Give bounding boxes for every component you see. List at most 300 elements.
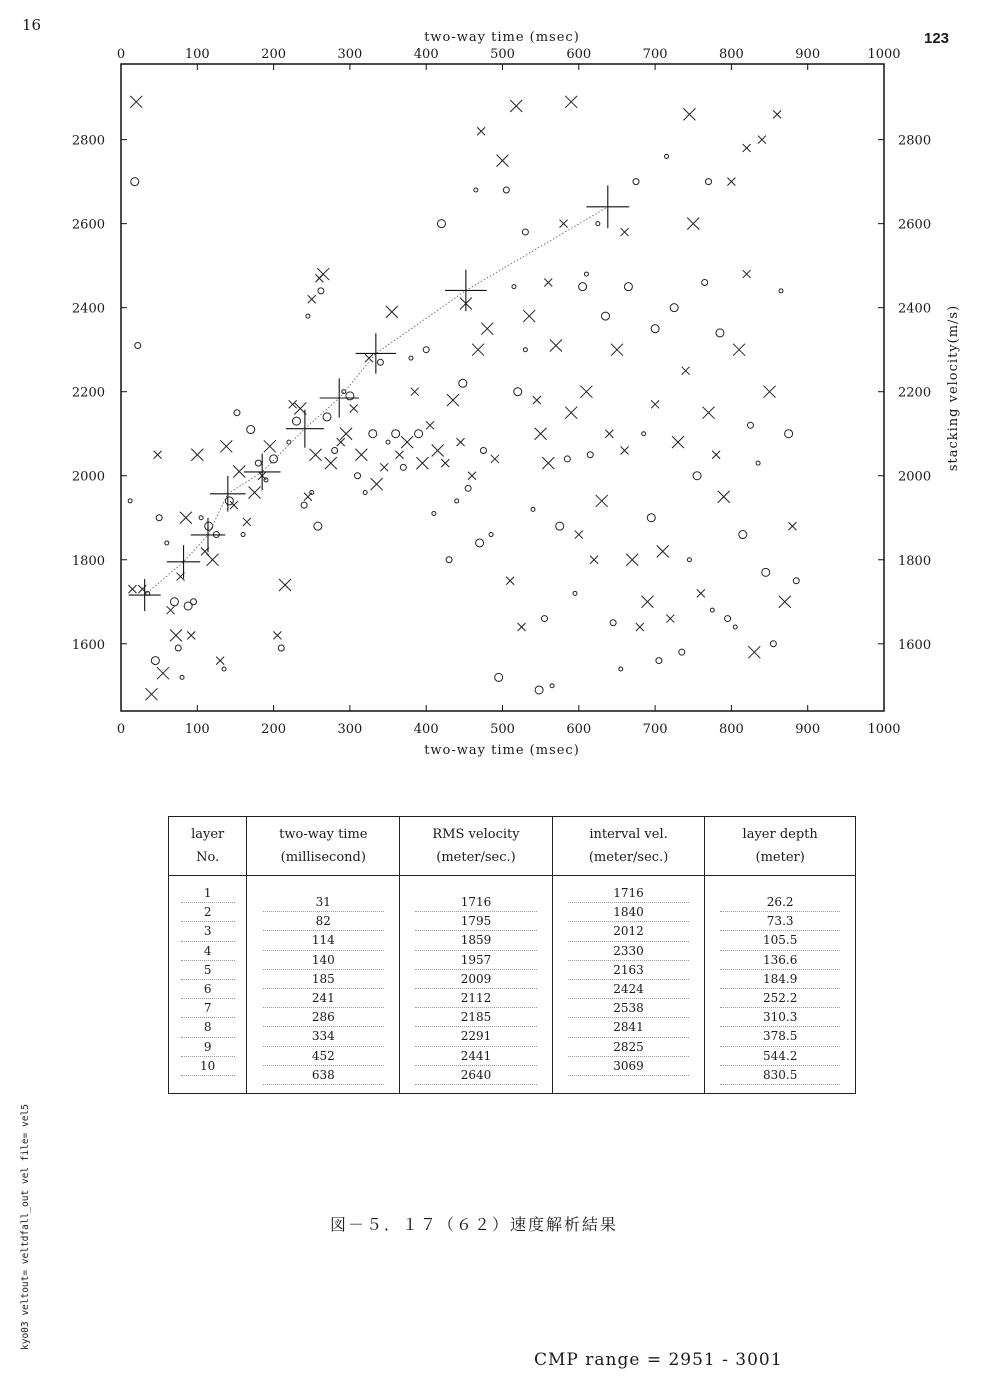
semblance-point xyxy=(154,451,162,459)
semblance-point xyxy=(416,457,428,469)
semblance-point xyxy=(712,451,720,459)
semblance-point xyxy=(146,688,158,700)
semblance-point xyxy=(270,455,278,463)
table-cell-interval-vel: 2538 xyxy=(568,999,689,1018)
table-cell-layer-no: 3 xyxy=(181,922,235,941)
semblance-point xyxy=(665,154,669,158)
table-cell-layer-no: 4 xyxy=(181,942,235,961)
semblance-point xyxy=(687,558,691,562)
col-interval-vel xyxy=(552,876,705,1094)
semblance-point xyxy=(437,220,445,228)
semblance-point xyxy=(135,342,141,348)
semblance-point xyxy=(656,658,662,664)
header-interval-vel: interval vel. (meter/sec.) xyxy=(552,817,705,876)
semblance-point xyxy=(541,616,547,622)
semblance-point xyxy=(670,304,678,312)
semblance-point xyxy=(611,344,623,356)
table-cell-layer-depth: 544.2 xyxy=(720,1047,840,1066)
table-cell-layer-depth: 184.9 xyxy=(720,970,840,989)
header-layer-depth: layer depth (meter) xyxy=(705,817,856,876)
table-cell-rms-velocity: 2640 xyxy=(415,1066,536,1085)
semblance-point xyxy=(400,464,406,470)
semblance-point xyxy=(426,421,434,429)
x-tick-label-top: 1000 xyxy=(867,47,901,62)
table-cell-layer-no: 9 xyxy=(181,1038,235,1057)
x-tick-label-top: 500 xyxy=(490,47,515,62)
table-cell-rms-velocity: 1957 xyxy=(415,951,536,970)
semblance-point xyxy=(565,96,577,108)
semblance-point xyxy=(544,278,552,286)
semblance-point xyxy=(693,472,701,480)
table-cell-two-way-time: 114 xyxy=(263,931,385,950)
semblance-point xyxy=(477,127,485,135)
semblance-point xyxy=(432,512,436,516)
semblance-point xyxy=(518,623,526,631)
semblance-point xyxy=(497,155,509,167)
semblance-point xyxy=(480,448,486,454)
table-cell-layer-depth: 73.3 xyxy=(720,912,840,931)
semblance-point xyxy=(191,449,203,461)
x-tick-label-top: 900 xyxy=(795,47,821,62)
semblance-point xyxy=(350,405,358,413)
y-tick-label-left: 2000 xyxy=(71,469,105,485)
semblance-point xyxy=(230,501,238,509)
table-cell-interval-vel: 2163 xyxy=(568,961,689,980)
semblance-point xyxy=(596,495,608,507)
semblance-point xyxy=(392,430,400,438)
semblance-point xyxy=(535,686,543,694)
semblance-point xyxy=(522,229,528,235)
semblance-point xyxy=(207,554,219,566)
semblance-point xyxy=(346,392,354,400)
semblance-point xyxy=(725,616,731,622)
table-cell-two-way-time: 185 xyxy=(263,970,385,989)
semblance-point xyxy=(273,631,281,639)
x-tick-label-top: 200 xyxy=(261,47,287,62)
semblance-point xyxy=(733,625,737,629)
table-cell-interval-vel: 2330 xyxy=(568,942,689,961)
semblance-point xyxy=(550,684,554,688)
semblance-point xyxy=(156,515,162,521)
semblance-point xyxy=(481,323,493,335)
semblance-point xyxy=(605,430,613,438)
table-cell-layer-no: 2 xyxy=(181,903,235,922)
x-tick-label-bottom: 600 xyxy=(566,722,592,737)
velocity-pick-marker xyxy=(129,579,161,611)
semblance-point xyxy=(247,426,255,434)
table-cell-layer-depth: 310.3 xyxy=(720,1008,840,1027)
semblance-point xyxy=(332,448,338,454)
semblance-point xyxy=(651,325,659,333)
semblance-point xyxy=(318,288,324,294)
semblance-point xyxy=(371,478,383,490)
table-cell-two-way-time: 334 xyxy=(263,1027,385,1046)
semblance-point xyxy=(621,228,629,236)
col-rms-velocity xyxy=(400,876,553,1094)
semblance-point xyxy=(503,187,509,193)
page-number-right: 123 xyxy=(924,30,950,47)
velocity-pick-marker xyxy=(191,518,225,552)
semblance-point xyxy=(533,396,541,404)
table-cell-two-way-time: 31 xyxy=(263,893,385,912)
semblance-point xyxy=(395,451,403,459)
semblance-point xyxy=(679,649,685,655)
semblance-point xyxy=(621,447,629,455)
semblance-point xyxy=(234,410,240,416)
semblance-point xyxy=(602,312,610,320)
semblance-point xyxy=(793,578,799,584)
y-tick-label-left: 1800 xyxy=(71,553,105,569)
table-cell-interval-vel: 2825 xyxy=(568,1038,689,1057)
semblance-point xyxy=(647,514,655,522)
semblance-point xyxy=(472,344,484,356)
semblance-point xyxy=(657,545,669,557)
semblance-point xyxy=(542,457,554,469)
semblance-point xyxy=(365,354,373,362)
semblance-point xyxy=(610,620,616,626)
y-tick-label-right: 2200 xyxy=(898,385,932,401)
semblance-point xyxy=(455,499,459,503)
semblance-point xyxy=(310,491,314,495)
semblance-point xyxy=(264,478,268,482)
semblance-point xyxy=(131,178,139,186)
table-cell-rms-velocity: 2112 xyxy=(415,989,536,1008)
page-number-left: 16 xyxy=(22,16,42,34)
header-rms-velocity: RMS velocity (meter/sec.) xyxy=(400,817,553,876)
semblance-point xyxy=(465,485,471,491)
x-axis-title-bottom: two-way time (msec) xyxy=(424,743,580,758)
x-tick-label-top: 0 xyxy=(116,47,126,62)
semblance-point xyxy=(636,623,644,631)
semblance-point xyxy=(301,502,307,508)
semblance-point xyxy=(468,472,476,480)
velocity-pick-marker xyxy=(320,378,359,417)
semblance-point xyxy=(459,379,467,387)
table-cell-layer-depth: 136.6 xyxy=(720,951,840,970)
semblance-point xyxy=(369,430,377,438)
semblance-point xyxy=(580,386,592,398)
semblance-point xyxy=(314,522,322,530)
table-cell-layer-depth: 378.5 xyxy=(720,1027,840,1046)
table-cell-rms-velocity: 2441 xyxy=(415,1047,536,1066)
semblance-point xyxy=(130,96,142,108)
y-tick-label-left: 2400 xyxy=(71,301,105,317)
semblance-point xyxy=(579,283,587,291)
semblance-point xyxy=(170,629,182,641)
x-tick-label-bottom: 800 xyxy=(718,722,744,737)
semblance-point xyxy=(596,222,600,226)
semblance-point xyxy=(447,394,459,406)
semblance-point xyxy=(683,108,695,120)
semblance-point xyxy=(167,606,175,614)
semblance-point xyxy=(264,440,276,452)
semblance-point xyxy=(476,539,484,547)
semblance-point xyxy=(739,531,747,539)
semblance-point xyxy=(310,449,322,461)
semblance-point xyxy=(743,144,751,152)
x-tick-label-bottom: 200 xyxy=(261,722,287,737)
axis-ticks xyxy=(72,47,931,737)
table-cell-interval-vel: 2012 xyxy=(568,922,689,941)
semblance-point xyxy=(151,657,159,665)
y-tick-label-right: 1800 xyxy=(898,553,932,569)
semblance-point xyxy=(523,310,535,322)
table-cell-layer-no: 6 xyxy=(181,980,235,999)
semblance-point xyxy=(697,589,705,597)
semblance-point xyxy=(306,314,310,318)
semblance-point xyxy=(386,306,398,318)
semblance-point xyxy=(128,499,132,503)
semblance-point xyxy=(457,438,465,446)
velocity-pick-marker xyxy=(210,476,246,512)
x-tick-label-top: 400 xyxy=(413,47,439,62)
semblance-point xyxy=(785,430,793,438)
y-tick-label-right: 2400 xyxy=(898,301,932,317)
table-cell-rms-velocity: 1859 xyxy=(415,931,536,950)
semblance-point xyxy=(432,445,444,457)
semblance-point xyxy=(506,577,514,585)
semblance-point xyxy=(706,179,712,185)
semblance-point xyxy=(190,599,196,605)
y-axis-title-right: stacking velocity(m/s) xyxy=(946,304,961,472)
semblance-point xyxy=(523,348,527,352)
semblance-point xyxy=(564,456,570,462)
y-tick-label-right: 2600 xyxy=(898,217,932,233)
table-cell-two-way-time: 140 xyxy=(263,951,385,970)
semblance-point xyxy=(672,436,684,448)
semblance-point xyxy=(199,516,203,520)
semblance-point xyxy=(641,596,653,608)
semblance-point xyxy=(779,596,791,608)
semblance-point xyxy=(584,272,588,276)
semblance-point xyxy=(512,285,516,289)
y-tick-label-left: 2800 xyxy=(71,133,105,149)
y-tick-label-right: 2000 xyxy=(898,469,932,485)
semblance-point xyxy=(703,407,715,419)
semblance-point xyxy=(495,673,503,681)
semblance-point xyxy=(535,428,547,440)
velocity-picks xyxy=(129,185,630,611)
semblance-point xyxy=(216,657,224,665)
table-cell-interval-vel: 3069 xyxy=(568,1057,689,1076)
semblance-point xyxy=(377,359,383,365)
semblance-point xyxy=(308,295,316,303)
semblance-point xyxy=(170,598,178,606)
velocity-pick-marker xyxy=(244,454,281,491)
table-cell-layer-depth: 830.5 xyxy=(720,1066,840,1085)
semblance-point xyxy=(748,646,760,658)
semblance-point xyxy=(317,268,329,280)
semblance-point xyxy=(157,667,169,679)
semblance-point xyxy=(292,417,300,425)
semblance-point xyxy=(633,179,639,185)
semblance-point xyxy=(550,339,562,351)
table-cell-layer-no: 8 xyxy=(181,1018,235,1037)
table-cell-interval-vel: 1716 xyxy=(568,884,689,903)
table-cell-two-way-time: 638 xyxy=(263,1066,385,1085)
semblance-point xyxy=(205,522,213,530)
table-cell-layer-depth: 26.2 xyxy=(720,893,840,912)
semblance-point xyxy=(363,491,367,495)
semblance-point xyxy=(423,347,429,353)
table-body-row xyxy=(169,876,856,1094)
semblance-point xyxy=(556,522,564,530)
table-cell-interval-vel: 2424 xyxy=(568,980,689,999)
x-tick-label-bottom: 1000 xyxy=(867,722,901,737)
figure-caption: 図－５．１７（６２）速度解析結果 xyxy=(330,1215,619,1234)
semblance-point xyxy=(249,487,261,499)
semblance-point xyxy=(514,388,522,396)
table-cell-rms-velocity: 1795 xyxy=(415,912,536,931)
semblance-point xyxy=(565,407,577,419)
cmp-range: CMP range = 2951 - 3001 xyxy=(534,1350,783,1370)
semblance-point xyxy=(587,452,593,458)
semblance-point xyxy=(560,220,568,228)
x-tick-label-bottom: 300 xyxy=(337,722,363,737)
semblance-point xyxy=(702,279,708,285)
semblance-point xyxy=(756,461,760,465)
semblance-point xyxy=(590,556,598,564)
semblance-point xyxy=(233,466,245,478)
header-two-way-time: two-way time (millisecond) xyxy=(247,817,400,876)
x-tick-label-bottom: 700 xyxy=(642,722,668,737)
x-axis-title-top: two-way time (msec) xyxy=(424,30,580,45)
semblance-point xyxy=(325,457,337,469)
semblance-point xyxy=(764,386,776,398)
semblance-point xyxy=(222,667,226,671)
semblance-point xyxy=(762,568,770,576)
semblance-point xyxy=(682,367,690,375)
semblance-point xyxy=(380,463,388,471)
semblance-point xyxy=(758,136,766,144)
semblance-point xyxy=(788,522,796,530)
semblance-point xyxy=(355,473,361,479)
table-cell-two-way-time: 286 xyxy=(263,1008,385,1027)
semblance-point xyxy=(243,518,251,526)
semblance-point xyxy=(747,422,753,428)
x-tick-label-top: 600 xyxy=(566,47,592,62)
semblance-point xyxy=(575,531,583,539)
semblance-point xyxy=(687,218,699,230)
table-cell-interval-vel: 2841 xyxy=(568,1018,689,1037)
header-layer-no: layer No. xyxy=(169,817,247,876)
x-tick-label-bottom: 900 xyxy=(795,722,821,737)
semblance-point xyxy=(128,585,136,593)
y-tick-label-left: 2600 xyxy=(71,217,105,233)
semblance-point xyxy=(624,283,632,291)
semblance-point xyxy=(626,554,638,566)
x-tick-label-bottom: 500 xyxy=(490,722,515,737)
x-tick-label-top: 100 xyxy=(184,47,210,62)
table-cell-layer-no: 1 xyxy=(181,884,235,903)
table-cell-two-way-time: 452 xyxy=(263,1047,385,1066)
semblance-point xyxy=(441,459,449,467)
table-header-row xyxy=(169,817,856,876)
velocity-pick-marker xyxy=(167,545,200,578)
y-tick-label-right: 2800 xyxy=(898,133,932,149)
semblance-point xyxy=(489,533,493,537)
table-cell-two-way-time: 82 xyxy=(263,912,385,931)
semblance-point xyxy=(743,270,751,278)
semblance-point xyxy=(531,507,535,511)
semblance-point xyxy=(411,388,419,396)
semblance-point xyxy=(716,329,724,337)
table-cell-layer-no: 10 xyxy=(181,1057,235,1076)
semblance-point xyxy=(491,455,499,463)
x-tick-label-top: 800 xyxy=(718,47,744,62)
table-cell-interval-vel: 1840 xyxy=(568,903,689,922)
semblance-point xyxy=(409,356,413,360)
table-cell-rms-velocity: 2291 xyxy=(415,1027,536,1046)
semblance-point xyxy=(642,432,646,436)
semblance-point xyxy=(340,428,352,440)
table-cell-two-way-time: 241 xyxy=(263,989,385,1008)
y-tick-label-left: 2200 xyxy=(71,385,105,401)
layer-table xyxy=(168,816,856,1094)
table-cell-rms-velocity: 2009 xyxy=(415,970,536,989)
semblance-point xyxy=(415,430,423,438)
semblance-point xyxy=(279,579,291,591)
semblance-point xyxy=(323,413,331,421)
col-layer-depth xyxy=(705,876,856,1094)
semblance-point xyxy=(710,608,714,612)
velocity-pick-marker xyxy=(286,410,324,448)
semblance-points xyxy=(128,96,799,700)
table-cell-layer-depth: 252.2 xyxy=(720,989,840,1008)
semblance-point xyxy=(718,491,730,503)
velocity-pick-marker xyxy=(445,270,487,312)
semblance-point xyxy=(666,615,674,623)
semblance-point xyxy=(446,557,452,563)
table-cell-layer-no: 7 xyxy=(181,999,235,1018)
semblance-point xyxy=(220,440,232,452)
semblance-point xyxy=(510,100,522,112)
table-cell-layer-no: 5 xyxy=(181,961,235,980)
semblance-point xyxy=(187,631,195,639)
semblance-point xyxy=(255,460,261,466)
semblance-point xyxy=(386,440,390,444)
table-cell-rms-velocity: 1716 xyxy=(415,893,536,912)
semblance-point xyxy=(573,591,577,595)
semblance-point xyxy=(180,675,184,679)
x-tick-label-top: 700 xyxy=(642,47,668,62)
velocity-pick-marker xyxy=(356,333,396,373)
semblance-point xyxy=(733,344,745,356)
col-layer-no xyxy=(169,876,247,1094)
semblance-point xyxy=(165,541,169,545)
semblance-point xyxy=(727,178,735,186)
x-tick-label-top: 300 xyxy=(337,47,363,62)
semblance-point xyxy=(619,667,623,671)
semblance-point xyxy=(773,110,781,118)
col-two-way-time xyxy=(247,876,400,1094)
x-tick-label-bottom: 100 xyxy=(184,722,210,737)
table-cell-layer-depth: 105.5 xyxy=(720,931,840,950)
semblance-point xyxy=(180,512,192,524)
semblance-point xyxy=(401,436,413,448)
y-tick-label-right: 1600 xyxy=(898,637,932,653)
side-note: kyo03 veltout= veltdfall_out vel file= vel5 xyxy=(20,1104,31,1350)
x-tick-label-bottom: 0 xyxy=(116,722,126,737)
semblance-point xyxy=(770,641,776,647)
semblance-point xyxy=(175,645,181,651)
semblance-point xyxy=(474,188,478,192)
semblance-point xyxy=(278,645,284,651)
x-tick-label-bottom: 400 xyxy=(413,722,439,737)
semblance-point xyxy=(779,289,783,293)
semblance-point xyxy=(241,533,245,537)
y-tick-label-left: 1600 xyxy=(71,637,105,653)
